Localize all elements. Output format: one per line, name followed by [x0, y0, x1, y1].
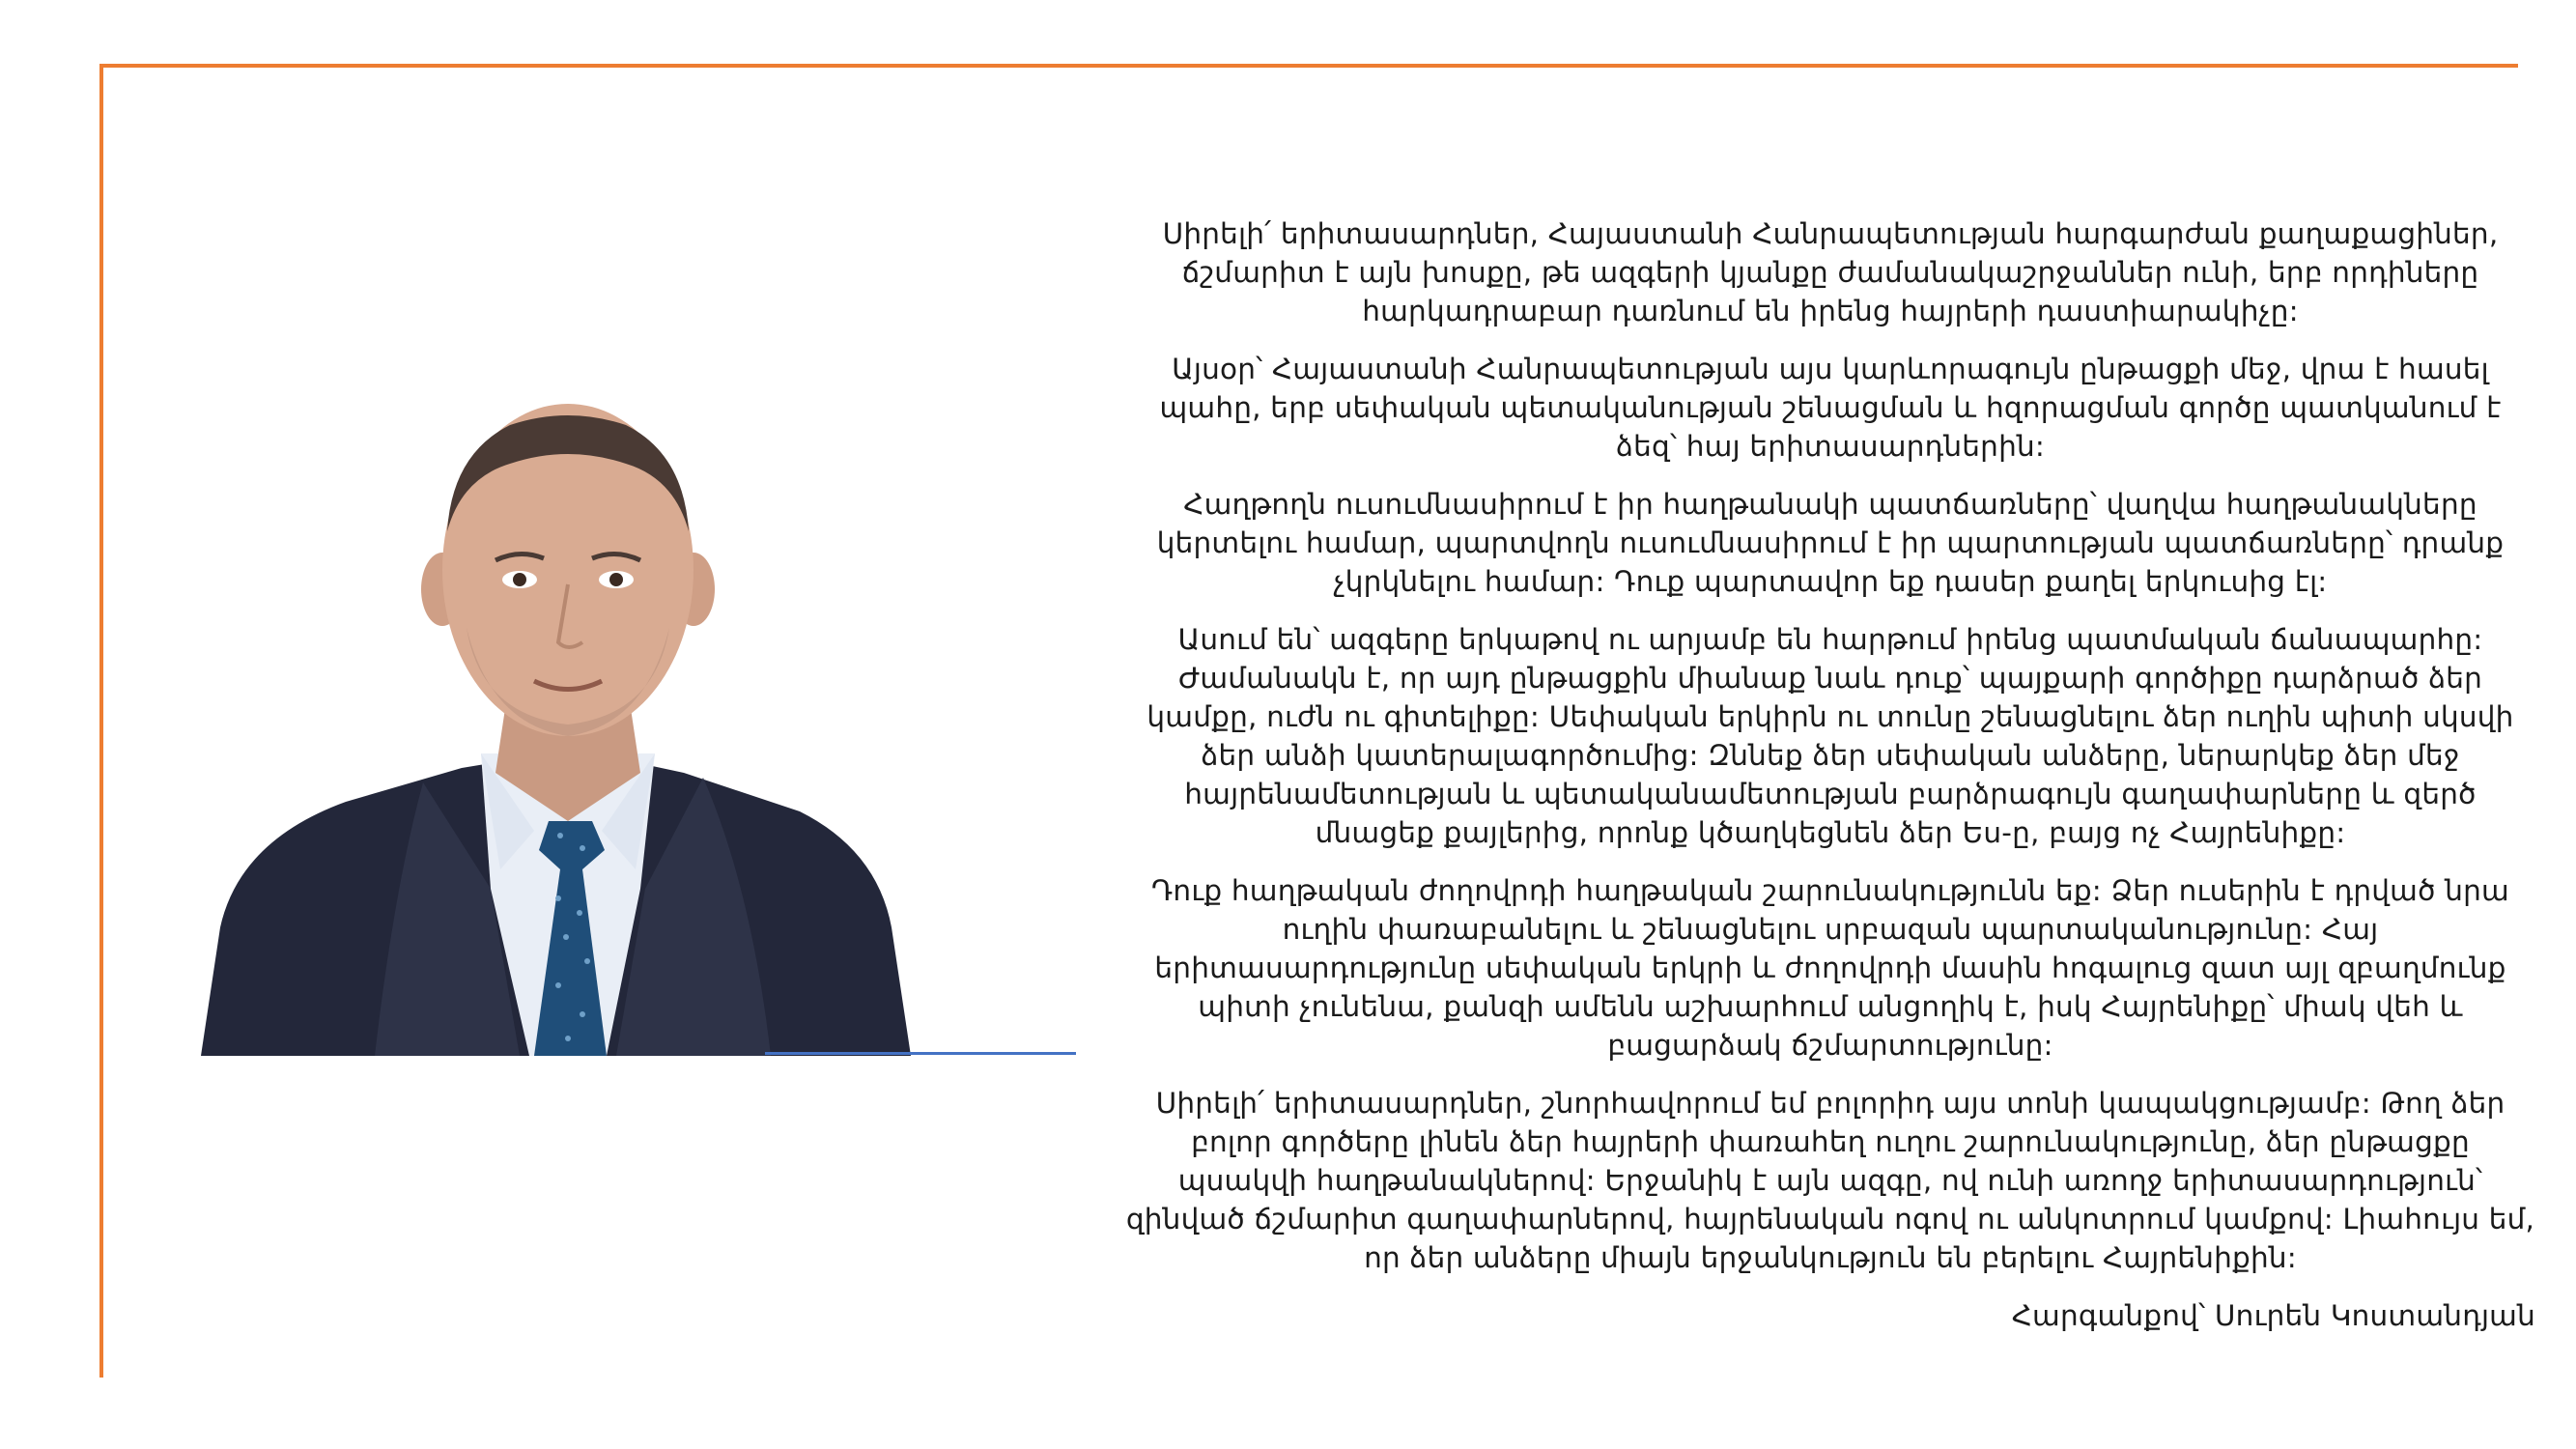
portrait-photo: [201, 386, 1070, 1056]
letter-paragraph: Այսօր՝ Հայաստանի Հանրապետության այս կարևորագույն ընթացքի մեջ, վրա է հասել պահը, երբ սեփական պետականության շենացման և հզորացման գործը պատկանում է ձեզ՝ հայ երիտասարդներին:: [1159, 353, 2502, 463]
frame-top-border: [99, 64, 2518, 68]
letter-signature: Հարգանքով՝ Սուրեն Կոստանդյան: [2011, 1299, 2535, 1332]
letter-paragraph: Դուք հաղթական ժողովրդի հաղթական շարունակությունն եք: Ձեր ուսերին է դրված նրա ուղին փառաբանելու և շենացնելու սրբազան պարտականությունը: Հայ երիտասարդությունը սեփական երկրի և ժողովրդի մասին հոգալուց զատ այլ զբաղմունք պիտի չունենա, քանզի ամենն աշխարհում անցողիկ է, իսկ Հայրենիքը՝ միակ վեհ և բացարձակ ճշմարտությունը:: [1151, 874, 2509, 1062]
portrait-photo-icon: [201, 386, 1070, 1056]
letter-paragraph: Հաղթողն ուսումնասիրում է իր հաղթանակի պատճառները՝ վաղվա հաղթանակները կերտելու համար, պարտվողն ուսումնասիրում է իր պարտության պատճառները՝ դրանք չկրկնելու համար: Դուք պարտավոր եք դասեր քաղել երկուսից էլ:: [1156, 488, 2505, 598]
frame-left-border: [99, 64, 103, 1378]
letter-paragraph: Սիրելի՛ երիտասարդներ, Հայաստանի Հանրապետության հարգարժան քաղաքացիներ, ճշմարիտ է այն խոսքը, թե ազգերի կյանքը ժամանակաշրջաններ ունի, երբ որդիները հարկադրաբար դառնում են իրենց հայրերի դաստիարակիչը:: [1162, 217, 2499, 327]
accent-underline: [765, 1052, 1076, 1055]
letter-paragraph: Ասում են՝ ազգերը երկաթով ու արյամբ են հարթում իրենց պատմական ճանապարհը: Ժամանակն է, որ այդ ընթացքին միանաք նաև դուք՝ պայքարի գործիքը դարձրած ձեր կամքը, ուժն ու գիտելիքը: Սեփական երկիրն ու տունը շենացնելու ձեր ուղին պիտի սկսվի ձեր անձի կատերալագործումից: Զննեք ձեր սեփական անձերը, ներարկեք ձեր մեջ հայրենամետության և պետականամետության բարձրագույն գաղափարները և զերծ մնացեք քայլերից, որոնք կծաղկեցնեն ձեր Ես-ը, բայց ոչ Հայրենիքը:: [1146, 623, 2514, 849]
letter-body: [1125, 214, 2535, 1354]
letter-paragraph: Սիրելի՛ երիտասարդներ, շնորհավորում եմ բոլորիդ այս տոնի կապակցությամբ: Թող ձեր բոլոր գործերը լինեն ձեր հայրերի փառահեղ ուղու շարունակությունը, ձեր ընթացքը պսակվի հաղթանակներով: Երջանիկ է այն ազգը, ով ունի առողջ երիտասարդություն՝ զինված ճշմարիտ գաղափարներով, հայրենական ոգով ու անկոտրում կամքով: Լիահույս եմ, որ ձեր անձերը միայն երջանկություն են բերելու Հայրենիքին:: [1125, 1087, 2535, 1274]
